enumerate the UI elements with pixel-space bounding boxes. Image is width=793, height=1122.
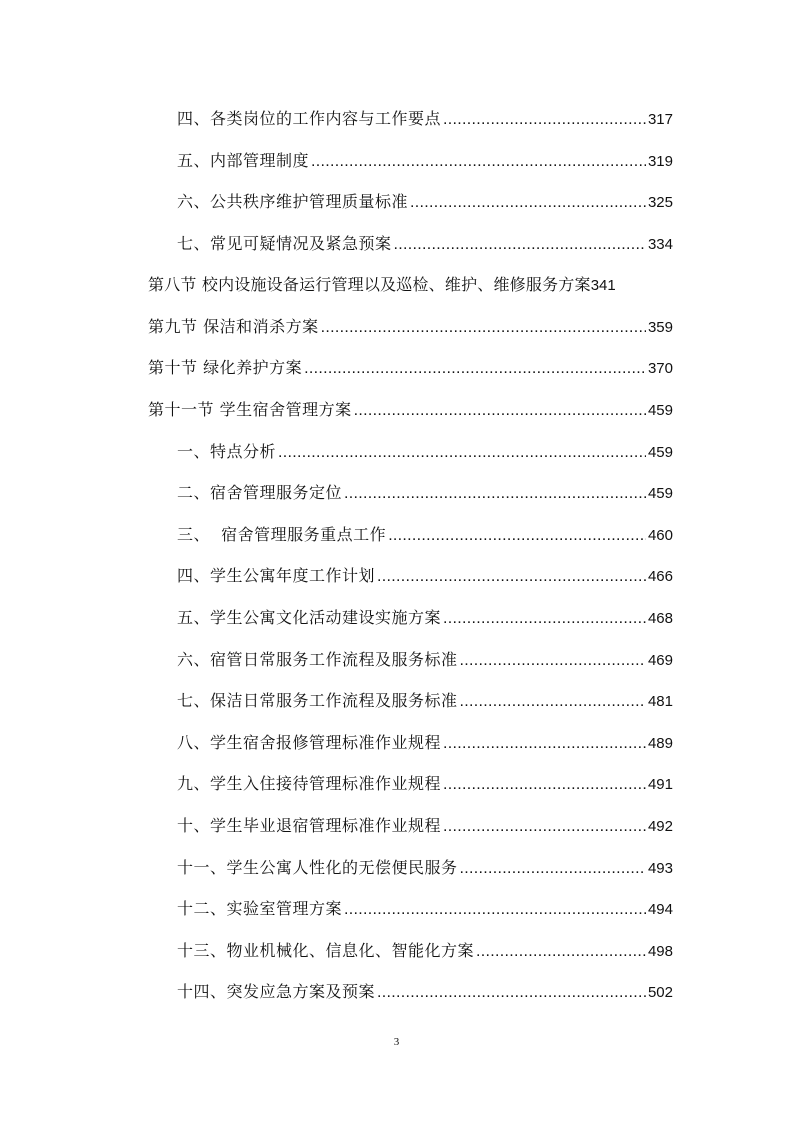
page-number: 3	[393, 1036, 400, 1048]
toc-entry-title: 七、保洁日常服务工作流程及服务标准	[177, 691, 458, 710]
toc-entry-page: 319	[647, 153, 673, 170]
toc-entry[interactable]	[177, 439, 673, 463]
toc-entry-title: 二、宿舍管理服务定位	[177, 483, 343, 502]
toc-entry[interactable]	[177, 647, 673, 671]
toc-entry-title: 六、公共秩序维护管理质量标准	[177, 192, 409, 211]
toc-entry-title: 四、学生公寓年度工作计划	[177, 566, 376, 585]
toc-leader-dots	[354, 402, 646, 420]
toc-entry[interactable]	[177, 730, 673, 754]
toc-entry-page: 459	[647, 402, 673, 419]
toc-entry-title: 十一、学生公寓人性化的无偿便民服务	[177, 858, 458, 877]
toc-entry-page: 341	[590, 277, 616, 294]
toc-entry-page: 481	[647, 693, 673, 710]
toc-leader-dots	[344, 485, 646, 503]
toc-entry[interactable]	[148, 272, 693, 296]
toc-entry-page: 325	[647, 194, 673, 211]
toc-leader-dots	[377, 984, 646, 1002]
toc-entry[interactable]	[177, 189, 673, 213]
toc-entry-page: 460	[647, 527, 673, 544]
toc-entry-title: 第八节 校内设施设备运行管理以及巡检、维护、维修服务方案	[148, 275, 591, 294]
toc-leader-dots	[460, 652, 646, 670]
toc-entry-page: 493	[647, 860, 673, 877]
toc-leader-dots	[443, 610, 646, 628]
toc-leader-dots	[377, 568, 646, 586]
toc-entry-page: 468	[647, 610, 673, 627]
toc-leader-dots	[443, 776, 646, 794]
toc-entry-page: 466	[647, 568, 673, 585]
toc-entry-title: 七、常见可疑情况及紧急预案	[177, 234, 392, 253]
toc-entry-title: 五、内部管理制度	[177, 151, 310, 170]
toc-leader-dots	[476, 943, 646, 961]
toc-leader-dots	[278, 444, 646, 462]
toc-entry[interactable]	[177, 771, 673, 795]
toc-entry[interactable]	[177, 938, 673, 962]
toc-entry-title: 第十节 绿化养护方案	[148, 358, 303, 377]
toc-leader-dots	[311, 153, 646, 171]
toc-entry-page: 334	[647, 236, 673, 253]
toc-leader-dots	[443, 111, 646, 129]
toc-entry-title: 一、特点分析	[177, 442, 277, 461]
toc-entry-page: 459	[647, 485, 673, 502]
toc-entry[interactable]	[177, 605, 673, 629]
toc-entry[interactable]	[177, 896, 673, 920]
toc-leader-dots	[394, 236, 646, 254]
toc-entry-title: 六、宿管日常服务工作流程及服务标准	[177, 650, 458, 669]
toc-entry[interactable]	[148, 397, 673, 421]
toc-entry[interactable]	[177, 813, 673, 837]
toc-entry[interactable]	[177, 563, 673, 587]
toc-leader-dots	[321, 319, 646, 337]
toc-leader-dots	[460, 860, 646, 878]
toc-entry-page: 498	[647, 943, 673, 960]
toc-leader-dots	[344, 901, 646, 919]
toc-entry[interactable]	[177, 106, 673, 130]
toc-entry-page: 491	[647, 776, 673, 793]
toc-entry-title: 九、学生入住接待管理标准作业规程	[177, 774, 442, 793]
toc-entry-title: 八、学生宿舍报修管理标准作业规程	[177, 733, 442, 752]
toc-entry-page: 317	[647, 111, 673, 128]
toc-entry-page: 492	[647, 818, 673, 835]
toc-entry[interactable]	[177, 855, 673, 879]
toc-entry[interactable]	[177, 979, 673, 1003]
toc-entry[interactable]	[177, 148, 673, 172]
toc-leader-dots	[443, 735, 646, 753]
toc-entry-title: 十四、突发应急方案及预案	[177, 982, 376, 1001]
toc-entry[interactable]	[177, 522, 673, 546]
toc-entry-title: 第九节 保洁和消杀方案	[148, 317, 319, 336]
toc-entry-title: 三、 宿舍管理服务重点工作	[177, 525, 387, 544]
toc-entry-page: 489	[647, 735, 673, 752]
toc-entry-page: 370	[647, 360, 673, 377]
toc-entry-title: 第十一节 学生宿舍管理方案	[148, 400, 352, 419]
toc-entry[interactable]	[148, 314, 673, 338]
toc-leader-dots	[388, 527, 646, 545]
toc-entry-title: 五、学生公寓文化活动建设实施方案	[177, 608, 442, 627]
toc-leader-dots	[410, 194, 646, 212]
toc-entry[interactable]	[177, 688, 673, 712]
toc-entry-page: 359	[647, 319, 673, 336]
toc-entry-title: 十二、实验室管理方案	[177, 899, 343, 918]
toc-entry[interactable]	[177, 480, 673, 504]
toc-leader-dots	[304, 360, 646, 378]
toc-leader-dots	[460, 693, 646, 711]
toc-entry[interactable]	[177, 231, 673, 255]
toc-entry-title: 四、各类岗位的工作内容与工作要点	[177, 109, 442, 128]
toc-entry-page: 469	[647, 652, 673, 669]
toc-entry-title: 十、学生毕业退宿管理标准作业规程	[177, 816, 442, 835]
toc-entry-page: 494	[647, 901, 673, 918]
toc-entry-title: 十三、物业机械化、信息化、智能化方案	[177, 941, 475, 960]
toc-entry[interactable]	[148, 355, 673, 379]
toc-leader-dots	[443, 818, 646, 836]
toc-entry-page: 502	[647, 984, 673, 1001]
toc-entry-page: 459	[647, 444, 673, 461]
